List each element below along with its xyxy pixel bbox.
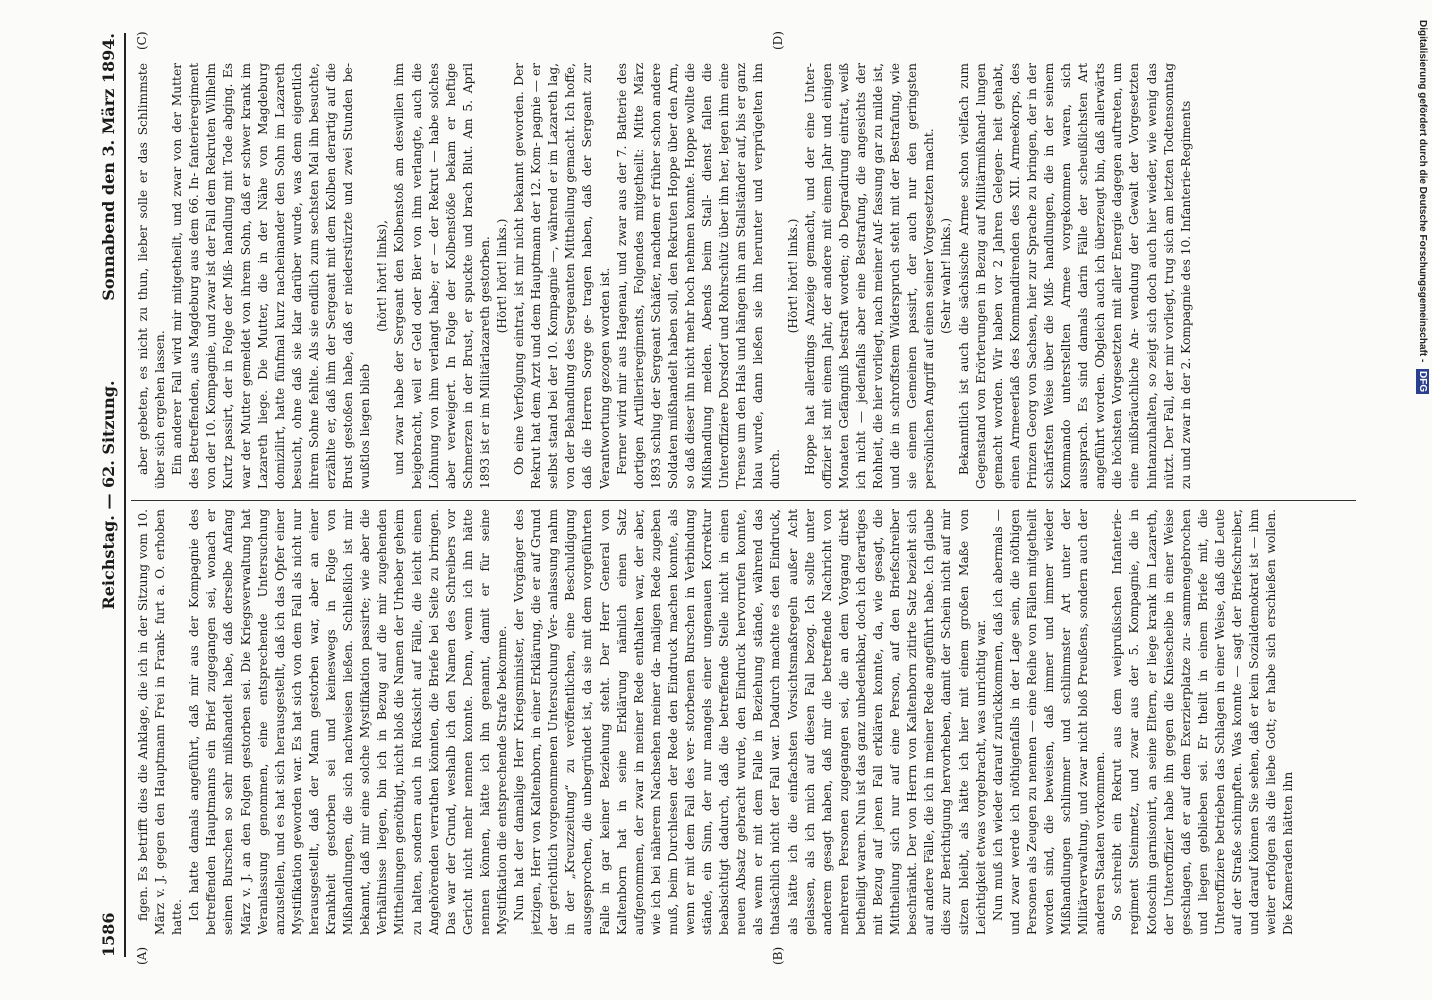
- digitization-credit: [1416, 20, 1429, 394]
- interjection: (Sehr wahr! links.): [939, 218, 954, 334]
- paragraph: aber gebeten, es nicht zu thun, lieber solle er das Schlimmste über sich ergehen lassen.: [136, 63, 168, 489]
- column-divider: [131, 500, 1356, 501]
- paragraph: Hoppe hat allerdings Anzeige gemacht, und der eine Unter- offizier ist mit einem Jahr, der andere mit einem Jahr und einigen Monaten Gefängniß bestraft worden; ob Degradirung eintrat, weiß ich nicht — jedenfalls aber eine Bestrafung, die angesichts der Rohheit, die hier vorliegt, nach meiner Auf- fassung gar zu milde ist, und die in schroffstem Widerspruch steht mit der Bestrafung, wie sie einem Gemeinen passirt, der auch nur den geringsten persönlichen Angriff auf einen seiner Vorgesetzten macht.: [802, 63, 937, 489]
- paragraph: figen. Es betrifft dies die Anklage, die ich in der Sitzung vom 10. März v. J. gegen den Hauptmann Frei in Frank- furt a. O. erhoben hatte.: [136, 509, 185, 935]
- paragraph: So schreibt ein Rekrut aus dem weiprußischen Infanterie- regiment Steinmetz, und zwar aus der 5. Kompagnie, die in Kotoschin garnisonirt, an seine Eltern, er liege krank im Lazareth, der Unteroffizier habe ihn gegen die Kniescheibe in einer Weise geschlagen, daß er auf dem Exerzierplatze zu- sammengebrochen und liegen geblieben sei. Er theilt in einem Briefe mit, die Unteroffiziere betrieben das Schlagen in einer Weise, daß die Leute auf der Straße schimpften. Was konnte — sagt der Briefschreiber, und darauf können Sie sehen, daß er kein Sozialdemokrat ist — ihm weiter erfolgen als die liebe Gott; er habe sich erschießen wollen. Die Kameraden hätten ihn: [1110, 509, 1296, 935]
- page-header: [99, 33, 121, 957]
- interjection: (hört! hört! links),: [375, 219, 390, 333]
- credit-text: Digitalisierung gefördert durch die Deutsche Forschungsgemeinschaft -: [1417, 20, 1428, 363]
- text-column-right: [135, 63, 1350, 489]
- margin-marker-a: (A): [135, 946, 149, 965]
- paragraph: Bekanntlich ist auch die sächsische Armee schon vielfach zum Gegenstand von Erörterungen in Bezug auf Militärmißhand- lungen gemacht worden. Wir haben vor 2 Jahren Gelegen- heit gehabt, einen Armeeerlaß des Kommandirenden des XII. Armeekorps, des Prinzen Georg von Sachsen, hier zur Sprache zu bringen, der in der schärfsten Weise über die Miß- handlungen, die in der seinem Kommando unterstellten Armee vorgekommen waren, sich aussprach. Es sind damals darin Fälle der scheußlichsten Art angeführt worden. Obgleich auch ich überzeugt bin, daß allerwärts die höchsten Vorgesetzten mit aller Energie dagegen auftreten, um eine mißbräuchliche An- wendung der Gewalt der Vorgesetzten hintanzuhalten, so zeigt sich doch auch hier wieder, wie wenig das nützt. Der Fall, der mir vorliegt, trug sich am letzten Todtensonntag zu und zwar in der 2. Kompagnie des 10. Infanterie-Regiments: [956, 63, 1193, 489]
- paragraph: Ob eine Verfolgung eintrat, ist mir nicht bekannt geworden. Der Rekrut hat dem Arzt und dem Hauptmann der 12. Kom- pagnie — er selbst stand bei der 10. Kompagnie —, während er im Lazareth lag, von der Behandlung des Sergeanten Mittheilung gemacht. Ich hoffe, daß die Herren Sorge ge- tragen haben, daß der Sergeant zur Verantwortung gezogen worden ist.: [512, 63, 612, 489]
- margin-marker-d: (D): [771, 31, 785, 50]
- margin-marker-b: (B): [771, 946, 785, 965]
- page-number: 1586: [99, 912, 118, 957]
- paragraph: Nun muß ich wieder darauf zurückkommen, daß ich abermals — und zwar werde ich nöthigenfalls in der Lage sein, die nöthigen Personen als Zeugen zu nennen — eine Reihe von Fällen mitgetheilt worden sind, die beweisen, daß immer und immer wieder Mißhandlungen schlimmer und schlimmster Art unter der Militärverwaltung, und zwar nicht bloß Preußens, sondern auch der anderen Staaten vorkommen.: [990, 509, 1108, 935]
- dfg-logo: DFG: [1417, 371, 1428, 393]
- paragraph: Ferner wird mir aus Hagenau, und zwar aus der 7. Batterie des dortigen Artillerieregiments, Folgendes mitgetheilt: Mitte März 1893 schlug der Sergeant Schäfer, nachdem er früher schon andere Soldaten mißhandelt haben soll, den Rekruten Hoppe über den Arm, so daß dieser ihn nicht mehr hoch nehmen konnte. Hoppe wollte die Mißhandlung melden. Abends beim Stall- dienst fallen die Unteroffiziere Dorsdorf und Rohrschütz über ihn her, legen ihm eine Trense um den Hals und hängen ihn am Stallständer auf, bis er ganz blau wurde, dann ließen sie ihn herunter und verprügelten ihn durch.: [614, 63, 783, 489]
- text-column-left: [135, 509, 1350, 935]
- session-title: Reichstag. — 62. Sitzung.: [99, 380, 118, 610]
- paragraph: und zwar habe der Sergeant den Kolbenstoß am deswillen ihm beigebracht, weil er Geld oder Bier von ihm verlangte, auch die Löhnung von ihm verlangt habe; er — der Rekrut — habe solches aber verweigert. In Folge der Kolbenstöße bekam er heftige Schmerzen in der Brust, er spuckte und brach Blut. Am 5. April 1893 ist er im Militärlazareth gestorben.: [392, 63, 492, 489]
- paragraph: Nun hat der damalige Herr Kriegsminister, der Vorgänger des jetzigen, Herr von Kaltenborn, in einer Erklärung, die er auf Grund der gerichtlich vorgenommenen Untersuchung Ver- anlassung nahm in der „Kreuzzeitung“ zu veröffentlichen, eine Beschuldigung ausgesprochen, die unbegründet ist, da sie mit dem vorgeführten Falle in gar keiner Beziehung steht. Der Herr General von Kaltenborn hat in seine Erklärung nämlich einen Satz aufgenommen, der zwar in meiner Rede enthalten war, der aber, wie ich bei näherem Nachsehen meiner da- maligen Rede zugeben muß, beim Durchlesen der Rede den Eindruck machen konnte, als wenn er mit dem Fall des ver- storbenen Burschen in Verbindung stände, ein Sinn, der nur mangels einer ungenauen Korrektur beabsichtigt dadurch, daß die betreffende Stelle nicht in einen neuen Absatz gebracht wurde, den Eindruck hervorrufen konnte, als wenn er mit dem Falle in Beziehung stände, während das thatsächlich nicht der Fall war. Dadurch machte es den Eindruck, als hätte ich die einfachsten Vorsichtsmaßregeln außer Acht gelassen, als ich mich auf diesen Fall bezog. Ich sollte unter anderem gesagt haben, daß mir die betreffende Nachricht von mehreren Personen zugegangen sei, die an dem Vorgang direkt betheiligt waren. Nun ist das ganz unbedenkbar, doch ich derartiges mit Bezug auf jenen Fall erklären konnte, da, wie gesagt, die Mittheilung sich nur auf eine Person, auf den Briefschreiber beschränkt. Der von Herrn von Kaltenborn zitirte Satz bezieht sich auf andere Fälle, die ich in meiner Rede angeführt habe. Ich glaube dies zur Berichtigung hervorheben, damit der Schein nicht auf mir sitzen bleibt, als hätte ich hier mit einem großen Maße von Leichtigkeit etwas vorgebracht, was unrichtig war.: [512, 509, 988, 935]
- newspaper-sheet: [51, 5, 1381, 995]
- interjection: (Hört! hört! links.): [494, 218, 509, 334]
- header-rule: [124, 33, 126, 957]
- paragraph: Ich hatte damals angeführt, daß mir aus der Kompagnie des betreffenden Hauptmanns ein Brief zugegangen sei, wonach er seinen Burschen so sehr mißhandelt habe, daß derselbe Anfang März v. J. an den Folgen gestorben sei. Die Kriegsverwaltung hat Veranlassung genommen, eine entsprechende Untersuchung anzustellen, und es hat sich herausgestellt, daß ich das Opfer einer Mystifikation geworden war. Es hat sich von dem Fall als nicht nur herausgestellt, daß der Mann gestorben war, aber an einer Krankheit gestorben sei und keineswegs in Folge von Mißhandlungen, die sich nachweisen ließen. Schließlich ist mir bekannt, daß mir eine solche Mystifikation passirte; wie aber die Verhältnisse liegen, bin ich in Bezug auf die mir zugehenden Mittheilungen genöthigt, nicht bloß die Namen der Urheber geheim zu halten, sondern auch in Rücksicht auf Fälle, die leicht einen Angehörenden verrathen könnten, die Briefe bei Seite zu bringen. Das war der Grund, weshalb ich den Namen des Schreibers vor Gericht nicht mehr nennen konnte. Denn, wenn ich ihn hätte nennen können, hätte ich ihn genannt, damit er für seine Mystifikation die entsprechende Strafe bekomme.: [187, 509, 509, 935]
- session-date: Sonnabend den 3. März 1894.: [99, 33, 118, 301]
- paragraph: Ein anderer Fall wird mir mitgetheilt, und zwar von der Mutter des Betreffenden, aus Magdeburg aus dem 66. In- fanterieregiment von der 10. Kompagnie, und zwar ist der Fall dem Rekruten Wilhelm Kurtz passirt, der in Folge der Miß- handlung mit Tode abging. Es war der Mutter gemeldet von ihrem Sohn, daß er schwer krank im Lazareth liege. Die Mutter, die in der Nähe von Magdeburg domizilirt, hatte fünfmal kurz nacheinander den Sohn im Lazareth besucht, ohne daß sie klar darüber wurde, was denn eigentlich ihrem Sohne fehlte. Als sie endlich zum sechsten Mal ihn besuchte, erzählte er, daß ihm der Sergeant mit dem Kolben derartig auf die Brust gestoßen habe, daß er niederstürzte und zwei Stunden be- wußtlos liegen blieb: [170, 63, 373, 489]
- interjection: (Hört! hört! links.): [785, 218, 800, 334]
- margin-marker-c: (C): [135, 31, 149, 50]
